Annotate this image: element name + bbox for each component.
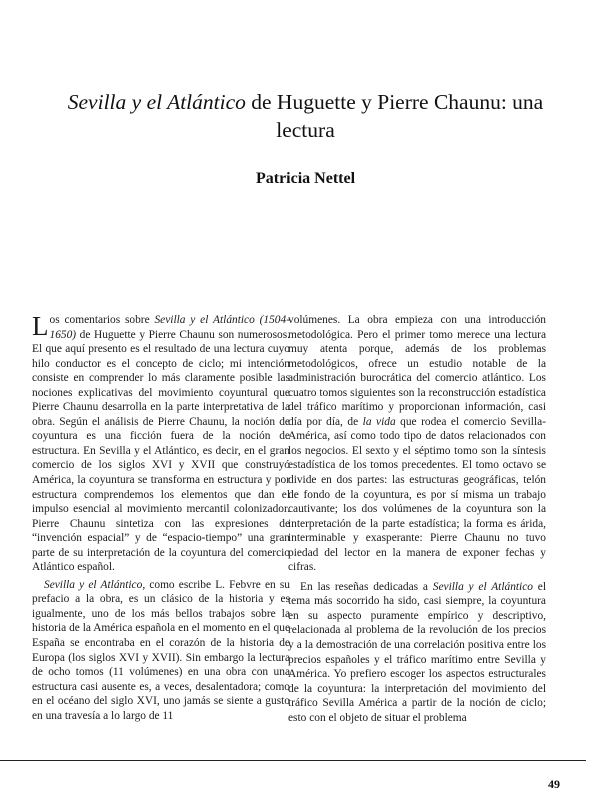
paragraph-text: , como escribe L. Febvre en su prefacio a la obra, es un clásico de la historia y es igualmente, uno de los más bellos trabajos sobre la historia de la América española en el momento en el que España se encontraba en el corazón de la historia de Europa (los siglos XVI y XVII). Sin embargo la lectura de ocho tomos (11 volúmenes) en una obra con una estructura casi ausente es, a veces, desalentadora; como en el océano del siglo XVI, uno jamás se siente a gusto en una travesía a lo largo de 11 xyxy=(32,578,290,722)
paragraph xyxy=(32,313,290,575)
text-column-right xyxy=(288,313,546,725)
paragraph-italic: Sevilla y el Atlántico xyxy=(44,578,143,591)
paragraph-text: os comentarios sobre xyxy=(49,314,155,326)
paragraph-italic: la vida xyxy=(362,415,396,428)
title-italic: Sevilla y el Atlántico xyxy=(67,90,246,114)
paragraph-text: de Huguette y Pierre Chaunu son numerosos. El que aquí presento es el resultado de una lectura cuyo hilo conductor es el concepto de ciclo; mi intención consiste en comprender lo más claramente posible las nociones explicativas del movimiento coyuntural que Pierre Chaunu desarrolla en la parte interpretativa de la obra. Según el análisis de Pierre Chaunu, la noción de coyuntura es una ficción fuera de la noción de estructura. En Sevilla y el Atlántico, es decir, en el gran comercio de los siglos XVI y XVII que construyó América, la coyuntura se transforma en estructura y por estructura comprendemos los elementos que dan el impulso esencial al movimiento mercantil colonizador. Pierre Chaunu sintetiza con las expresiones de “invención espacial” y de “espacio-tiempo” una gran parte de su interpretación de la coyuntura del comercio Atlántico español. xyxy=(32,328,290,574)
paragraph-text: En las reseñas dedicadas a xyxy=(300,580,433,593)
drop-cap: L xyxy=(32,311,49,341)
title-rest: de Huguette y Pierre Chaunu: una lectura xyxy=(251,90,544,142)
paragraph-text: volúmenes. La obra empieza con una introducción metodológica. Pero el primer tomo merece una lectura muy atenta porque, además de los problemas metodológicos, ofrece un estudio notable de la administración burocrática del comercio atlántico. Los cuatro tomos siguientes son la reconstrucción estadística del tráfico marítimo y proporcionan información, casi día por día, de xyxy=(288,314,546,428)
paragraph-italic: Sevilla y el Atlántico xyxy=(432,580,533,593)
paragraph xyxy=(288,580,546,725)
page-number: 49 xyxy=(548,777,560,791)
paragraph-text: el tema más socorrido ha sido, casi siempre, la coyuntura en su aspecto puramente empírico y descriptivo, relacionada al problema de la revolución de los precios y a la demostración de una correlación positiva entre los precios españoles y el tráfico marítimo entre Sevilla y América. Yo prefiero escoger los aspectos estructurales de la coyuntura: la interpretación del movimiento del tráfico Sevilla América a partir de la noción de ciclo; esto con el objeto de situar el problema xyxy=(288,580,546,724)
text-column-left xyxy=(32,313,290,723)
article-title xyxy=(60,88,551,144)
paragraph xyxy=(288,313,546,575)
footer-rule xyxy=(0,760,586,761)
paragraph-italic: Sevilla y el Atlántico (1504-1650) xyxy=(49,314,290,341)
paragraph-text: que rodea el comercio Sevilla-América, así como todo tipo de datos relacionados con los negocios. El sexto y el séptimo tomo son la síntesis estadística de los tomos precedentes. El tomo octavo se divide en dos partes: las estructuras geográficas, telón de fondo de la coyuntura, es por sí misma un trabajo cautivante; los dos volúmenes de la coyuntura son la interpretación de la parte estadística; la forma es árida, interminable y exasperante: Pierre Chaunu no tuvo piedad del lector en la manera de exponer fechas y cifras. xyxy=(288,415,546,574)
author-name: Patricia Nettel xyxy=(255,170,356,187)
paragraph xyxy=(32,578,290,723)
